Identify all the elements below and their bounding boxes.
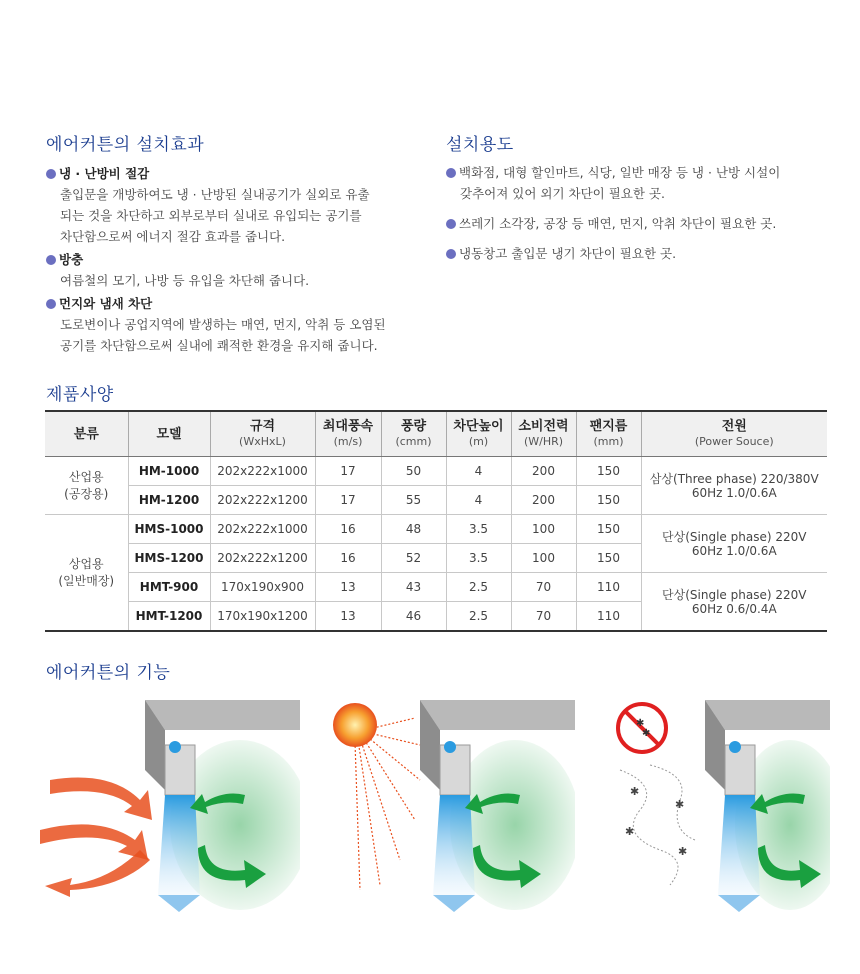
size-cell: 202x222x1200 [210, 486, 315, 515]
svg-text:✱: ✱ [636, 718, 645, 729]
effect-item-text: 여름철의 모기, 나방 등 유입을 차단해 줍니다. [60, 273, 310, 288]
volume-cell: 55 [381, 486, 446, 515]
model-cell: HM-1000 [128, 457, 210, 486]
header-power-source: 전원 (Power Souce) [641, 411, 827, 457]
size-cell: 202x222x1000 [210, 457, 315, 486]
bullet-dot-icon [46, 169, 56, 179]
speed-cell: 13 [315, 573, 381, 602]
speed-cell: 16 [315, 515, 381, 544]
model-cell: HM-1200 [128, 486, 210, 515]
height-cell: 2.5 [446, 573, 511, 602]
air-curtain-stream [718, 795, 760, 895]
category-cell: 상업용 (일반매장) [45, 515, 128, 632]
header-max-speed: 최대풍속 (m/s) [315, 411, 381, 457]
volume-cell: 48 [381, 515, 446, 544]
speed-cell: 17 [315, 457, 381, 486]
size-cell: 170x190x900 [210, 573, 315, 602]
insect-icon: ✱ [675, 798, 685, 811]
sun-icon [333, 703, 377, 747]
table-row [45, 457, 827, 486]
no-insects-icon [618, 704, 666, 752]
usage-item: 쓰레기 소각장, 공장 등 매연, 먼지, 악취 차단이 필요한 곳. [446, 213, 836, 234]
header-air-volume: 풍량 (cmm) [381, 411, 446, 457]
bullet-dot-icon [446, 168, 456, 178]
header-size: 규격 (WxHxL) [210, 411, 315, 457]
spec-title: 제품사양 [46, 385, 114, 405]
effect-item-text: 출입문을 개방하여도 냉 · 난방된 실내공기가 실외로 유출 되는 것을 차단하고 외부로부터 실내로 유입되는 공기를 차단함으로써 에너지 절감 효과를 줍니다. [60, 187, 370, 244]
power-consumption-cell: 200 [511, 486, 576, 515]
bullet-dot-icon [46, 299, 56, 309]
air-curtain-stream [158, 795, 200, 895]
speed-cell: 13 [315, 602, 381, 632]
spec-table [45, 410, 827, 632]
fan-cell: 150 [576, 457, 641, 486]
air-curtain-unit [725, 745, 755, 795]
height-cell: 4 [446, 486, 511, 515]
model-cell: HMT-1200 [128, 602, 210, 632]
power-consumption-cell: 200 [511, 457, 576, 486]
power-source-cell: 단상(Single phase) 220V 60Hz 1.0/0.6A [641, 515, 827, 573]
effect-item-text: 도로변이나 공업지역에 발생하는 매연, 먼지, 악취 등 오염된 공기를 차단함으로써 실내에 쾌적한 환경을 유지해 줍니다. [60, 317, 386, 353]
size-cell: 170x190x1200 [210, 602, 315, 632]
model-cell: HMS-1200 [128, 544, 210, 573]
size-cell: 202x222x1000 [210, 515, 315, 544]
model-cell: HMT-900 [128, 573, 210, 602]
power-consumption-cell: 70 [511, 602, 576, 632]
speed-cell: 16 [315, 544, 381, 573]
air-curtain-fan-icon [444, 741, 456, 753]
function-title: 에어커튼의 기능 [46, 663, 171, 683]
effect-item-heading: 냉 · 난방비 절감 [46, 163, 436, 184]
usage-list [446, 162, 836, 273]
insect-icon: ✱ [678, 845, 688, 858]
bullet-dot-icon [46, 255, 56, 265]
ceiling-shape [705, 700, 830, 730]
usage-item: 냉동창고 출입문 냉기 차단이 필요한 곳. [446, 243, 836, 264]
usage-item: 백화점, 대형 할인마트, 식당, 일반 매장 등 냉 · 난방 시설이 갖추어져 있어 외기 차단이 필요한 곳. [446, 162, 836, 204]
effect-item-heading: 방충 [46, 249, 436, 270]
effect-item-heading: 먼지와 냄새 차단 [46, 293, 436, 314]
height-cell: 2.5 [446, 602, 511, 632]
power-consumption-cell: 100 [511, 544, 576, 573]
height-cell: 4 [446, 457, 511, 486]
fan-cell: 150 [576, 515, 641, 544]
power-source-cell: 단상(Single phase) 220V 60Hz 0.6/0.4A [641, 573, 827, 632]
bullet-dot-icon [446, 249, 456, 259]
insect-block-illustration [600, 690, 830, 920]
air-curtain-unit [165, 745, 195, 795]
table-row [45, 573, 827, 602]
insect-icon: ✱ [630, 785, 640, 798]
air-curtain-fan-icon [169, 741, 181, 753]
effects-title: 에어커튼의 설치효과 [46, 135, 205, 155]
ceiling-shape [145, 700, 300, 730]
insect-icon: ✱ [625, 825, 635, 838]
header-block-height: 차단높이 (m) [446, 411, 511, 457]
height-cell: 3.5 [446, 515, 511, 544]
volume-cell: 50 [381, 457, 446, 486]
header-category: 분류 [45, 411, 128, 457]
sun-block-illustration [320, 690, 575, 920]
air-curtain-unit [440, 745, 470, 795]
volume-cell: 43 [381, 573, 446, 602]
power-consumption-cell: 100 [511, 515, 576, 544]
height-cell: 3.5 [446, 544, 511, 573]
usage-title: 설치용도 [446, 135, 514, 155]
speed-cell: 17 [315, 486, 381, 515]
header-fan-diameter: 팬지름 (mm) [576, 411, 641, 457]
table-header-row [45, 411, 827, 457]
heat-block-illustration [30, 690, 300, 920]
air-curtain-fan-icon [729, 741, 741, 753]
fan-cell: 110 [576, 573, 641, 602]
bullet-dot-icon [446, 219, 456, 229]
svg-text:✱: ✱ [642, 728, 651, 739]
table-row [45, 515, 827, 544]
model-cell: HMS-1000 [128, 515, 210, 544]
fan-cell: 150 [576, 544, 641, 573]
size-cell: 202x222x1200 [210, 544, 315, 573]
air-curtain-stream [433, 795, 475, 895]
header-model: 모델 [128, 411, 210, 457]
category-cell: 산업용 (공장용) [45, 457, 128, 515]
effects-list [46, 163, 436, 358]
fan-cell: 110 [576, 602, 641, 632]
power-consumption-cell: 70 [511, 573, 576, 602]
volume-cell: 52 [381, 544, 446, 573]
volume-cell: 46 [381, 602, 446, 632]
power-source-cell: 삼상(Three phase) 220/380V 60Hz 1.0/0.6A [641, 457, 827, 515]
header-power-consumption: 소비전력 (W/HR) [511, 411, 576, 457]
ceiling-shape [420, 700, 575, 730]
fan-cell: 150 [576, 486, 641, 515]
